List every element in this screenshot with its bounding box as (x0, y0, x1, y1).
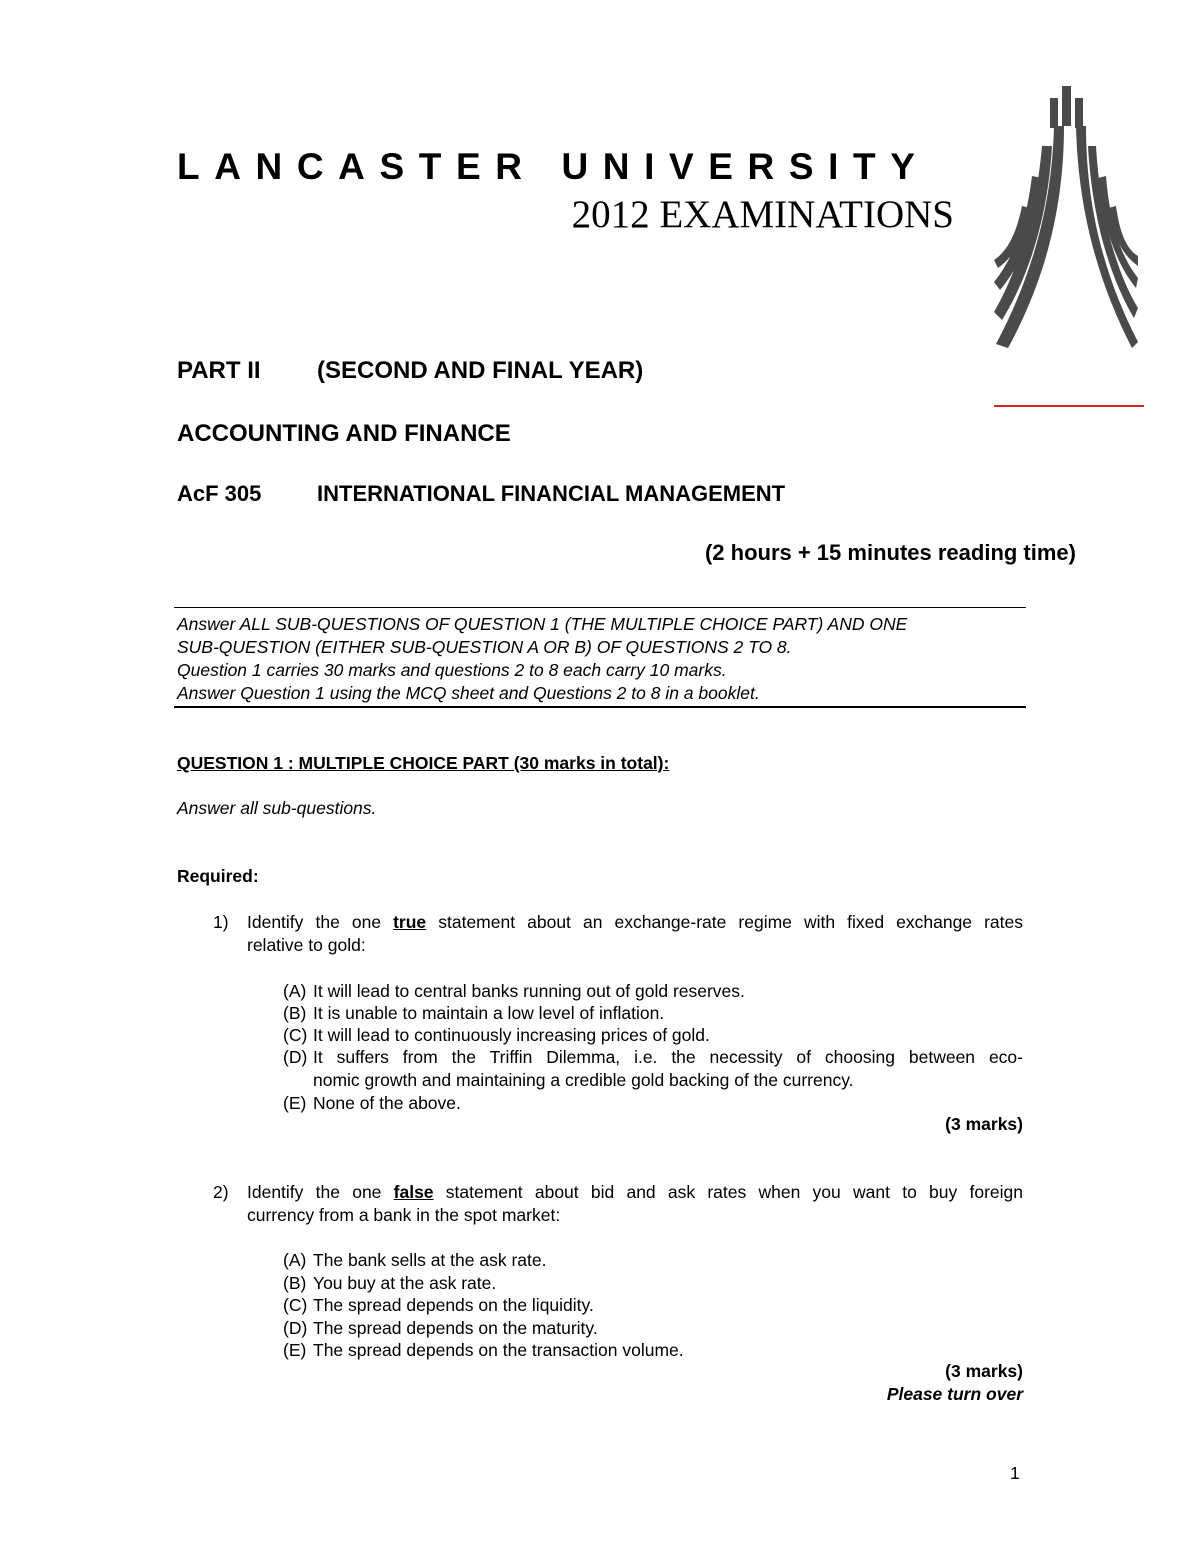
please-turn-over: Please turn over (886, 1384, 1023, 1404)
option-label: (B) (283, 1273, 307, 1293)
answer-all-note: Answer all sub-questions. (177, 798, 377, 818)
course-code: AcF 305 (177, 481, 262, 506)
sub-question-number: 2) (213, 1182, 229, 1202)
option-label: (D) (283, 1318, 308, 1338)
option-label: (A) (283, 1250, 307, 1270)
exam-duration: (2 hours + 15 minutes reading time) (704, 540, 1076, 565)
option-item (283, 1317, 598, 1340)
option-text: It will lead to central banks running out of gold reserves. (313, 981, 745, 1001)
option-item (283, 1249, 546, 1272)
instructions-block (177, 613, 1027, 705)
option-text: The bank sells at the ask rate. (313, 1250, 547, 1270)
option-text: nomic growth and maintaining a credible gold backing of the currency. (313, 1070, 854, 1090)
option-text: None of the above. (313, 1093, 461, 1113)
question-text-part: statement about an exchange-rate regime with fixed exchange rates (438, 912, 1023, 932)
page-number: 1 (1010, 1463, 1020, 1483)
university-name: LANCASTER UNIVERSITY (177, 146, 930, 187)
option-text: It will lead to continuously increasing prices of gold. (313, 1025, 710, 1045)
option-text: It is unable to maintain a low level of inflation. (313, 1003, 665, 1023)
option-item (283, 1294, 594, 1317)
question-keyword: true (393, 912, 427, 932)
question-text-part: relative to gold: (247, 935, 366, 955)
department: ACCOUNTING AND FINANCE (177, 420, 511, 447)
option-text: You buy at the ask rate. (313, 1273, 497, 1293)
part-label: PART II (177, 357, 261, 384)
instruction-line: SUB-QUESTION (EITHER SUB-QUESTION A OR B) OF QUESTIONS 2 TO 8. (177, 637, 792, 657)
instruction-line: Answer ALL SUB-QUESTIONS OF QUESTION 1 (THE MULTIPLE CHOICE PART) AND ONE (177, 614, 908, 634)
option-item (283, 1272, 496, 1295)
marks-label: (3 marks) (945, 1114, 1023, 1134)
option-item (283, 1092, 461, 1115)
option-text: It suffers from the Triffin Dilemma, i.e. the necessity of choosing between eco- (313, 1047, 1023, 1067)
university-logo-icon (992, 86, 1138, 348)
required-label: Required: (177, 866, 259, 886)
option-text: The spread depends on the maturity. (313, 1318, 598, 1338)
option-label: (C) (283, 1025, 308, 1045)
option-item (283, 1339, 684, 1362)
option-label: (E) (283, 1340, 307, 1360)
question-keyword: false (393, 1182, 434, 1202)
instructions-top-rule (174, 607, 1026, 608)
part-value: (SECOND AND FINAL YEAR) (317, 357, 644, 384)
question-text-part: statement about bid and ask rates when you want to buy foreign (445, 1182, 1023, 1202)
option-label: (A) (283, 981, 307, 1001)
option-item (283, 1046, 1023, 1092)
option-item (283, 1002, 664, 1025)
marks-label: (3 marks) (945, 1361, 1023, 1381)
exam-year: 2012 EXAMINATIONS (571, 193, 954, 236)
option-text: The spread depends on the transaction volume. (313, 1340, 684, 1360)
question-1-title: QUESTION 1 : MULTIPLE CHOICE PART (30 marks in total): (177, 753, 670, 773)
sub-question-text (247, 1181, 1023, 1227)
question-text-part: Identify the one (247, 912, 382, 932)
sub-question-number: 1) (213, 912, 229, 932)
option-label: (E) (283, 1093, 307, 1113)
option-item (283, 1024, 710, 1047)
instructions-bottom-rule (174, 706, 1026, 708)
question-text-part: currency from a bank in the spot market: (247, 1205, 561, 1225)
option-label: (C) (283, 1295, 308, 1315)
question-text-part: Identify the one (247, 1182, 382, 1202)
instruction-line: Question 1 carries 30 marks and questions 2 to 8 each carry 10 marks. (177, 660, 727, 680)
option-text: The spread depends on the liquidity. (313, 1295, 594, 1315)
option-item (283, 980, 745, 1003)
option-label: (B) (283, 1003, 307, 1023)
option-label: (D) (283, 1047, 308, 1067)
course-title: INTERNATIONAL FINANCIAL MANAGEMENT (317, 481, 786, 506)
instruction-line: Answer Question 1 using the MCQ sheet and Questions 2 to 8 in a booklet. (177, 683, 760, 703)
accent-rule (994, 405, 1144, 407)
sub-question-text (247, 911, 1023, 957)
